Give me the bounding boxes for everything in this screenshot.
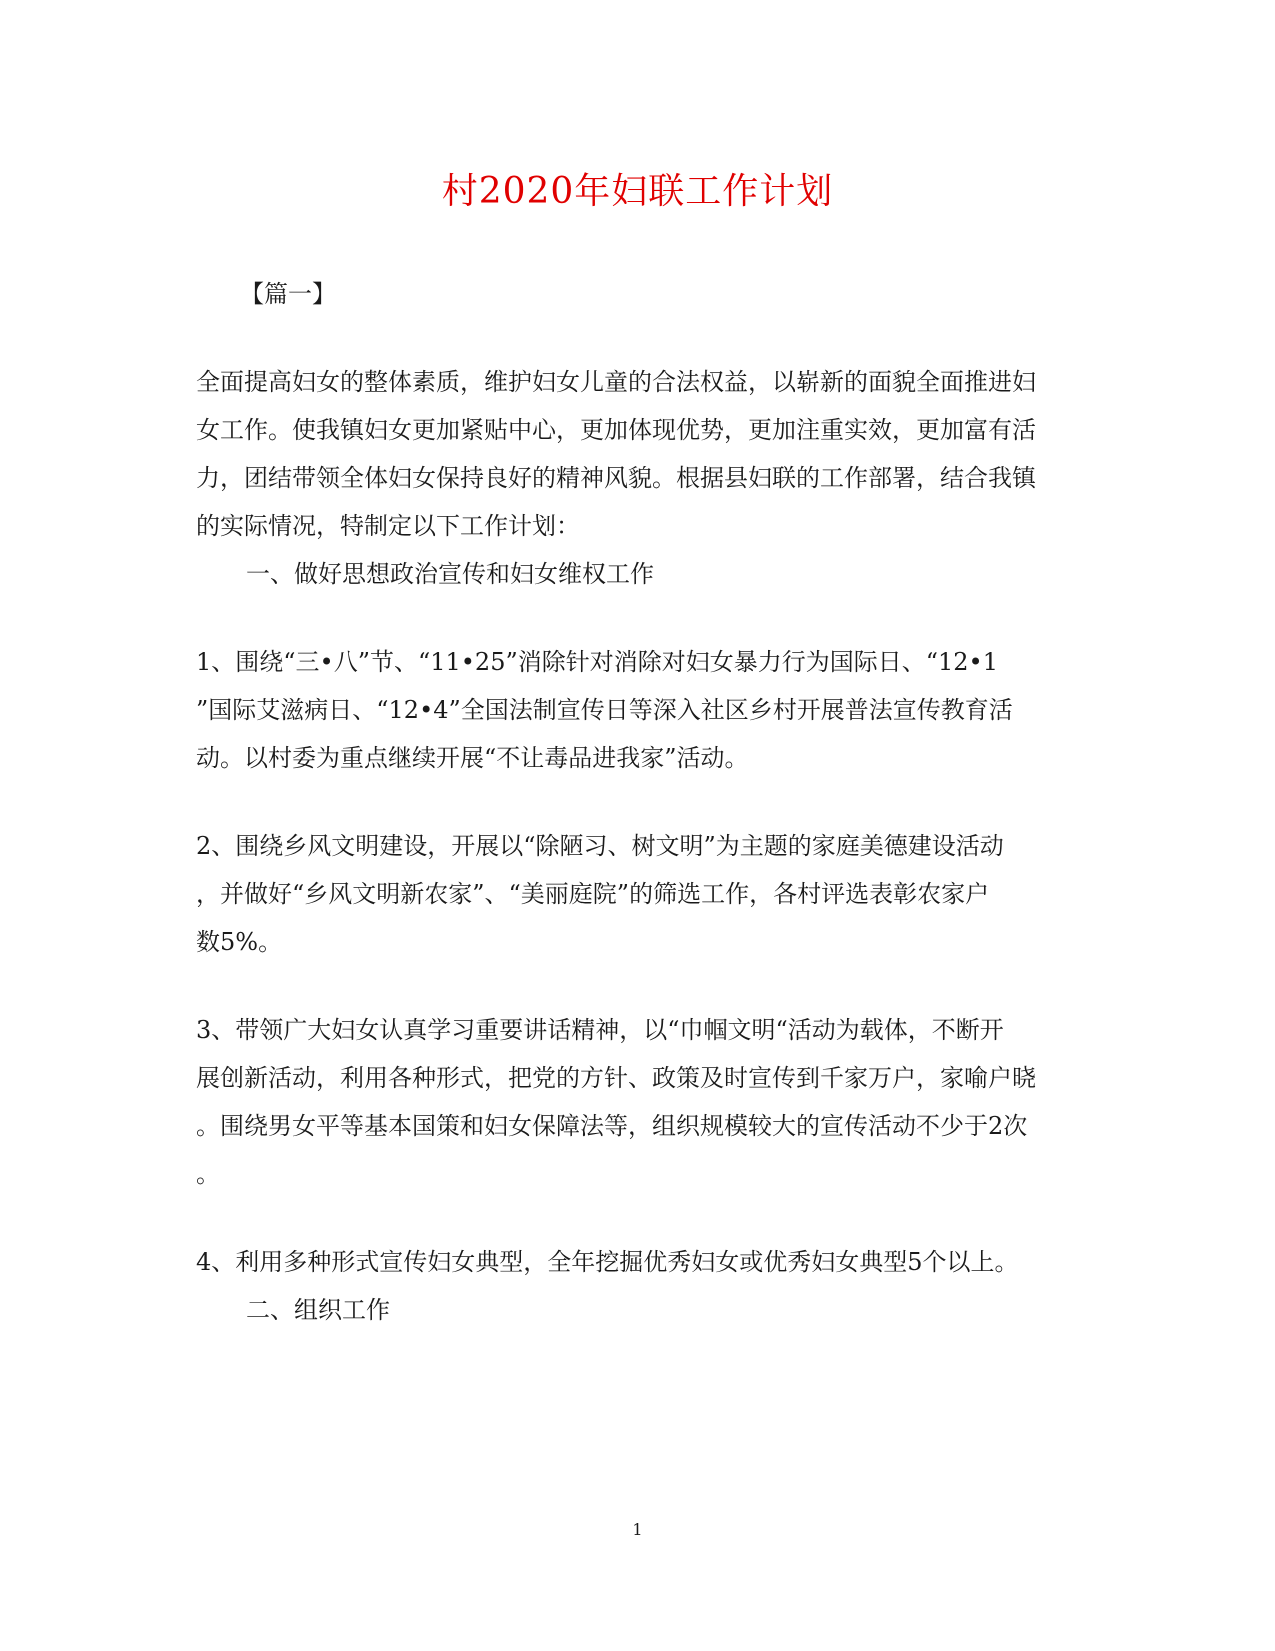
item-1-paragraph bbox=[196, 638, 1078, 782]
item-3-line: 3、带领广大妇女认真学习重要讲话精神，以“巾帼文明“活动为载体，不断开 bbox=[196, 1016, 1004, 1044]
heading-one: 一、做好思想政治宣传和妇女维权工作 bbox=[246, 560, 654, 588]
page-number: 1 bbox=[632, 1520, 643, 1539]
item-2-line: 2、围绕乡风文明建设，开展以“除陋习、树文明”为主题的家庭美德建设活动 bbox=[196, 832, 1004, 860]
item-3-line: 。围绕男女平等基本国策和妇女保障法等，组织规模较大的宣传活动不少于2次 bbox=[196, 1112, 1028, 1140]
intro-paragraph bbox=[196, 358, 1078, 598]
item-3-paragraph bbox=[196, 1006, 1078, 1198]
document-title: 村2020年妇联工作计划 bbox=[441, 171, 834, 212]
item-4-line: 4、利用多种形式宣传妇女典型，全年挖掘优秀妇女或优秀妇女典型5个以上。 bbox=[196, 1248, 1019, 1276]
heading-two: 二、组织工作 bbox=[246, 1296, 390, 1324]
item-2-paragraph bbox=[196, 822, 1078, 966]
intro-line: 力，团结带领全体妇女保持良好的精神风貌。根据县妇联的工作部署，结合我镇 bbox=[196, 464, 1036, 492]
section-label: 【篇一】 bbox=[240, 280, 336, 308]
intro-line: 的实际情况，特制定以下工作计划： bbox=[196, 512, 580, 540]
item-1-line: ”国际艾滋病日、“12•4”全国法制宣传日等深入社区乡村开展普法宣传教育活 bbox=[196, 696, 1013, 724]
item-3-line: 。 bbox=[196, 1160, 220, 1188]
item-4-paragraph bbox=[196, 1238, 1078, 1334]
item-1-line: 动。以村委为重点继续开展“不让毒品进我家”活动。 bbox=[196, 744, 749, 772]
item-3-line: 展创新活动，利用各种形式，把党的方针、政策及时宣传到千家万户，家喻户晓 bbox=[196, 1064, 1036, 1092]
item-2-line: ，并做好“乡风文明新农家”、“美丽庭院”的筛选工作，各村评选表彰农家户 bbox=[196, 880, 990, 908]
item-1-line: 1、围绕“三•八”节、“11•25”消除针对消除对妇女暴力行为国际日、“12•1 bbox=[196, 648, 998, 676]
intro-line: 全面提高妇女的整体素质，维护妇女儿童的合法权益，以崭新的面貌全面推进妇 bbox=[196, 368, 1036, 396]
item-2-line: 数5%。 bbox=[196, 928, 283, 956]
intro-line: 女工作。使我镇妇女更加紧贴中心，更加体现优势，更加注重实效，更加富有活 bbox=[196, 416, 1036, 444]
